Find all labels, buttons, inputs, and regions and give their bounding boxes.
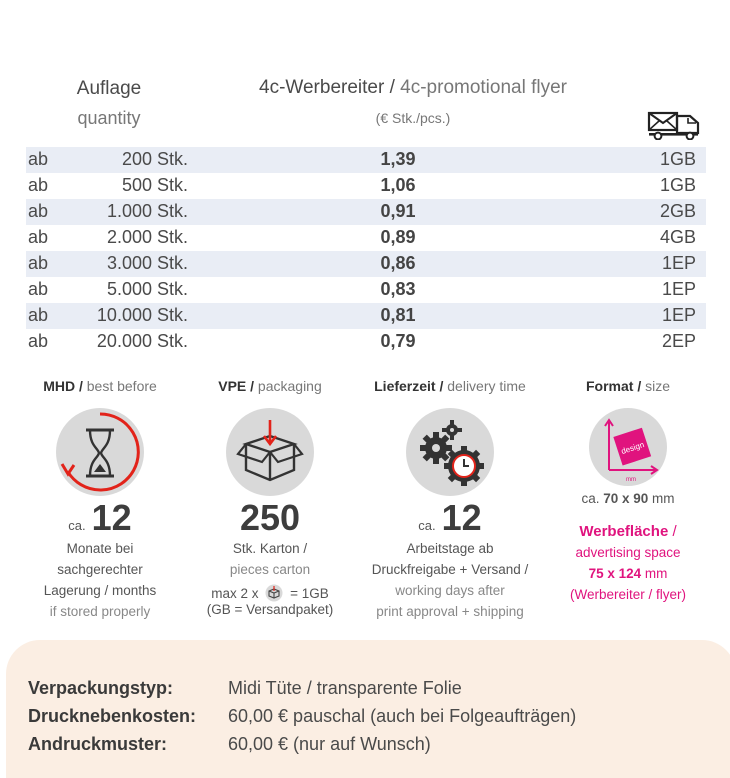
row-prefix: ab bbox=[28, 201, 49, 221]
row-quantity: 5.000 Stk. bbox=[106, 279, 188, 299]
row-quantity: 2.000 Stk. bbox=[106, 227, 188, 247]
format-title-de: Format bbox=[585, 378, 634, 394]
row-price: 0,89 bbox=[380, 227, 416, 247]
format-section bbox=[538, 378, 718, 605]
approx-label: ca. bbox=[418, 518, 436, 533]
delivery-line1: Arbeitstage ab bbox=[406, 541, 494, 556]
format-icon-label: design bbox=[620, 440, 646, 456]
format-title-sep: / bbox=[633, 378, 646, 394]
format-size-value: 70 x 90 bbox=[603, 491, 649, 506]
delivery-title-sep: / bbox=[435, 378, 448, 394]
table-row bbox=[26, 251, 706, 277]
best-before-line3-en: months bbox=[112, 583, 157, 598]
ad-space-title-de: Werbefläche bbox=[579, 523, 669, 540]
packaging-line1: Stk. Karton / bbox=[232, 541, 308, 556]
info-value: 60,00 € (nur auf Wunsch) bbox=[228, 734, 431, 754]
info-value: 60,00 € pauschal (auch bei Folgeaufträgen) bbox=[228, 706, 577, 726]
row-quantity: 1.000 Stk. bbox=[106, 201, 188, 221]
envelope-truck-icon bbox=[646, 108, 702, 140]
hourglass-icon bbox=[56, 408, 144, 496]
row-prefix: ab bbox=[28, 331, 49, 351]
best-before-line4: if stored properly bbox=[49, 604, 151, 619]
row-price: 0,91 bbox=[380, 201, 416, 221]
row-quantity: 10.000 Stk. bbox=[96, 305, 188, 325]
packaging-title-de: VPE bbox=[218, 378, 247, 394]
quantity-header-en: quantity bbox=[77, 108, 141, 128]
row-prefix: ab bbox=[28, 149, 49, 169]
best-before-value: 12 bbox=[91, 497, 132, 538]
row-prefix: ab bbox=[28, 227, 49, 247]
ad-space-size-value: 75 x 124 bbox=[588, 566, 642, 581]
price-unit: (€ Stk./pcs.) bbox=[375, 110, 451, 126]
row-prefix: ab bbox=[28, 279, 49, 299]
delivery-line4: print approval + shipping bbox=[376, 604, 524, 619]
row-price: 0,81 bbox=[380, 305, 416, 325]
info-label: Drucknebenkosten: bbox=[28, 706, 197, 726]
table-row bbox=[26, 329, 706, 355]
row-shipping: 1EP bbox=[661, 253, 696, 273]
row-price: 0,79 bbox=[380, 331, 416, 351]
delivery-line2: Druckfreigabe + Versand / bbox=[371, 562, 529, 577]
packaging-line3 bbox=[180, 584, 360, 602]
product-header-de: 4c-Werbereiter bbox=[259, 77, 385, 98]
row-price: 0,86 bbox=[380, 253, 416, 273]
row-shipping: 1EP bbox=[661, 279, 696, 299]
packaging-title-sep: / bbox=[246, 378, 258, 394]
delivery-section bbox=[360, 378, 540, 622]
delivery-title bbox=[360, 378, 540, 398]
best-before-title-de: MHD bbox=[43, 378, 76, 394]
table-row bbox=[26, 277, 706, 303]
format-size bbox=[538, 488, 718, 509]
packaging-line3a: max 2 x bbox=[211, 586, 259, 601]
product-header-en: 4c-promotional flyer bbox=[400, 77, 567, 98]
table-row bbox=[26, 199, 706, 225]
ad-space-note: (Werbereiter / flyer) bbox=[569, 587, 687, 602]
delivery-line3: working days after bbox=[395, 583, 505, 598]
table-row bbox=[26, 147, 706, 173]
delivery-title-en: delivery time bbox=[447, 378, 526, 394]
best-before-title-en: best before bbox=[86, 378, 157, 394]
price-table bbox=[26, 147, 706, 355]
row-quantity: 500 Stk. bbox=[121, 175, 188, 195]
format-icon bbox=[589, 408, 667, 486]
packaging-section bbox=[180, 378, 360, 618]
gears-clock-icon bbox=[406, 408, 494, 496]
ad-space-size-unit: mm bbox=[644, 566, 668, 581]
row-shipping: 2EP bbox=[661, 331, 696, 351]
row-shipping: 4GB bbox=[659, 227, 696, 247]
row-shipping: 1GB bbox=[659, 149, 696, 169]
product-header-sep: / bbox=[384, 77, 401, 98]
product-header bbox=[238, 77, 588, 99]
packaging-title bbox=[180, 378, 360, 398]
best-before-section bbox=[10, 378, 190, 622]
ad-space-en: advertising space bbox=[575, 545, 681, 560]
info-label: Andruckmuster: bbox=[28, 734, 168, 754]
table-row bbox=[26, 173, 706, 199]
format-title-en: size bbox=[645, 378, 671, 394]
row-quantity: 200 Stk. bbox=[121, 149, 188, 169]
ad-space-title bbox=[538, 521, 718, 542]
best-before-title bbox=[10, 378, 190, 398]
packaging-line2: pieces carton bbox=[229, 562, 311, 577]
quantity-header-de: Auflage bbox=[76, 78, 142, 99]
delivery-title-de: Lieferzeit bbox=[374, 378, 436, 394]
row-quantity: 20.000 Stk. bbox=[96, 331, 188, 351]
table-row bbox=[26, 225, 706, 251]
row-prefix: ab bbox=[28, 305, 49, 325]
approx-label: ca. bbox=[68, 518, 86, 533]
best-before-line3-de: Lagerung bbox=[43, 583, 101, 598]
small-box-icon bbox=[264, 584, 284, 602]
row-prefix: ab bbox=[28, 253, 49, 273]
format-title bbox=[538, 378, 718, 398]
format-size-unit: mm bbox=[652, 491, 675, 506]
best-before-line1: Monate bei bbox=[66, 541, 134, 556]
best-before-line2: sachgerechter bbox=[57, 562, 143, 577]
best-before-line3-sep: / bbox=[100, 583, 113, 598]
row-quantity: 3.000 Stk. bbox=[106, 253, 188, 273]
row-prefix: ab bbox=[28, 175, 49, 195]
format-icon-unit: mm bbox=[626, 477, 636, 483]
row-price: 1,39 bbox=[380, 149, 416, 169]
box-icon bbox=[226, 408, 314, 496]
format-size-prefix: ca. bbox=[581, 491, 600, 506]
info-label: Verpackungstyp: bbox=[28, 678, 174, 698]
ad-space-size bbox=[538, 563, 718, 584]
ad-space-title-sep: / bbox=[668, 523, 677, 540]
packaging-line4: (GB = Versandpaket) bbox=[206, 602, 334, 617]
row-shipping: 1GB bbox=[659, 175, 696, 195]
row-shipping: 1EP bbox=[661, 305, 696, 325]
packaging-title-en: packaging bbox=[257, 378, 322, 394]
packaging-line3b: = 1GB bbox=[290, 586, 329, 601]
row-shipping: 2GB bbox=[659, 201, 696, 221]
best-before-title-sep: / bbox=[75, 378, 87, 394]
row-price: 1,06 bbox=[380, 175, 416, 195]
row-price: 0,83 bbox=[380, 279, 416, 299]
packaging-value: 250 bbox=[239, 497, 301, 538]
info-value: Midi Tüte / transparente Folie bbox=[228, 678, 462, 698]
best-before-line3 bbox=[10, 580, 190, 601]
delivery-value: 12 bbox=[441, 497, 482, 538]
table-row bbox=[26, 303, 706, 329]
